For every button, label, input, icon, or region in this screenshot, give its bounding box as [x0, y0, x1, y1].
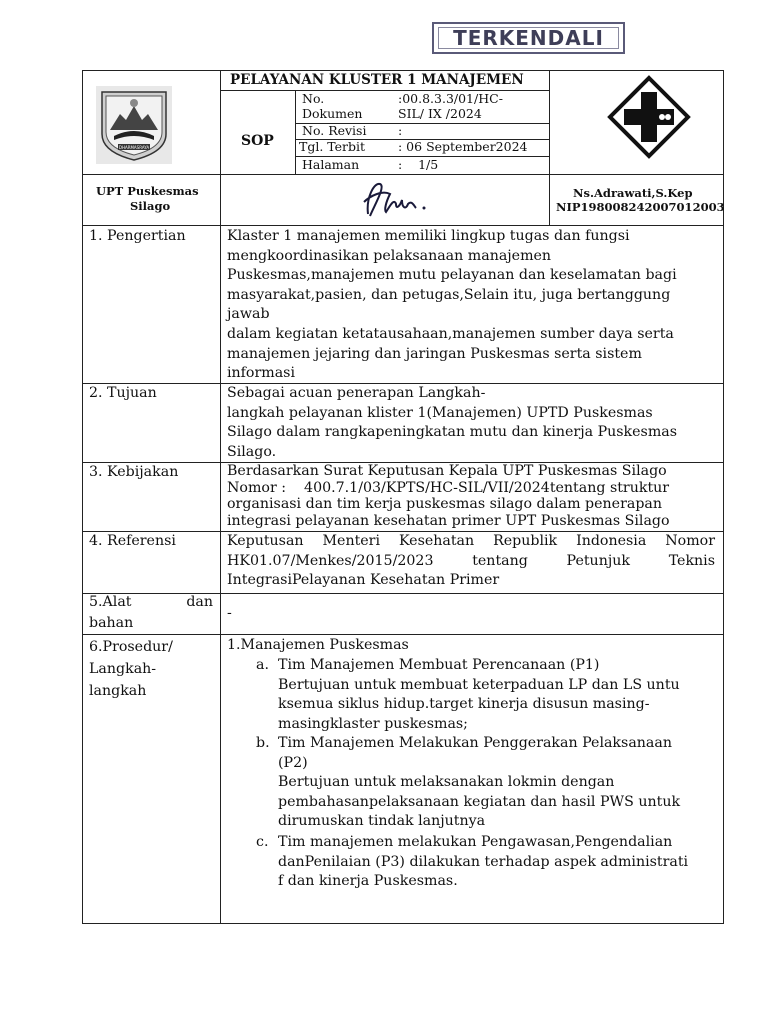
kebijakan-text [227, 463, 670, 529]
kebijakan-line: Nomor : 400.7.1/03/KPTS/HC-SIL/VII/2024tentang struktur [227, 479, 670, 496]
regency-logo [96, 86, 172, 164]
pengertian-text [227, 227, 677, 384]
signer-name: Ns.Adrawati,S.Kep [573, 186, 693, 200]
prosedur-item-b: Tim Manajemen Melakukan Penggerakan Pelaksanaan (P2) Bertujuan untuk melaksanakan lokmin dengan pembahasanpelaksanaan kegiatan dan hasil PWS untuk dirumuskan tindak lanjutnya [278, 735, 681, 830]
referensi-text [227, 532, 715, 591]
pengertian-line: informasi [227, 365, 295, 382]
puskesmas-emblem-icon [606, 74, 692, 160]
pengertian-line: masyarakat,pasien, dan petugas,Selain itu, juga bertanggung [227, 286, 671, 303]
tujuan-text [227, 384, 677, 462]
kebijakan-label: 3. Kebijakan [89, 464, 179, 480]
meta-value-revisi: : [398, 123, 403, 138]
meta-label-halaman: Halaman [302, 157, 360, 172]
pengertian-line: manajemen jejaring dan jaringan Puskesmas serta sistem [227, 345, 642, 362]
pengertian-line: Klaster 1 manajemen memiliki lingkup tugas dan fungsi [227, 228, 630, 244]
alat-value: - [227, 605, 232, 621]
referensi-line3: IntegrasiPelayanan Kesehatan Primer [227, 572, 500, 589]
prosedur-label: 6.Prosedur/ Langkah- langkah [89, 639, 173, 699]
tujuan-line: Sebagai acuan penerapan Langkah- [227, 385, 486, 401]
signature-scribble-icon [356, 176, 436, 224]
meta-label-dokumen-b: Dokumen [302, 106, 363, 121]
meta-label-dokumen-a: No. [302, 91, 325, 106]
sop-label: SOP [241, 133, 274, 149]
prosedur-item-c: Tim manajemen melakukan Pengawasan,Pengendalian danPenilaian (P3) dilakukan terhadap aspek administrati f dan kinerja Puskesmas. [278, 834, 689, 890]
meta-label-revisi: No. Revisi [302, 123, 367, 138]
prosedur-item-a: Tim Manajemen Membuat Perencanaan (P1) Bertujuan untuk membuat keterpaduan LP dan LS untu ksemua siklus hidup.target kinerja disusun masing- masingklaster puskesmas; [278, 657, 680, 732]
alat-label: 5.Alat dan bahan [89, 594, 213, 631]
pengertian-line: mengkoordinasikan pelaksanaan manajemen [227, 247, 552, 264]
prosedur-item-a-marker: a. [256, 657, 269, 673]
pengertian-line: Puskesmas,manajemen mutu pelayanan dan keselamatan bagi [227, 267, 677, 284]
kebijakan-line: integrasi pelayanan kesehatan primer UPT Puskesmas Silago [227, 512, 670, 529]
kebijakan-line: organisasi dan tim kerja puskesmas silago dalam penerapan [227, 496, 662, 512]
org-name-line1: UPT Puskesmas [96, 184, 199, 198]
pengertian-line: dalam kegiatan ketatausahaan,manajemen sumber daya serta [227, 325, 674, 342]
referensi-label: 4. Referensi [89, 533, 176, 549]
tujuan-line: Silago dalam rangkapeningkatan mutu dan kinerja Puskesmas [227, 424, 678, 441]
meta-value-dokumen-b: SIL/ IX /2024 [398, 106, 482, 121]
meta-value-terbit: : 06 September2024 [398, 139, 528, 154]
prosedur-heading: 1.Manajemen Puskesmas [227, 637, 409, 653]
prosedur-item-b-marker: b. [256, 735, 270, 751]
kebijakan-line: Berdasarkan Surat Keputusan Kepala UPT Puskesmas Silago [227, 463, 667, 479]
meta-label-terbit: Tgl. Terbit [299, 139, 366, 154]
pengertian-label: 1. Pengertian [89, 228, 186, 244]
referensi-line2: HK01.07/Menkes/2015/2023 tentang Petunjuk Teknis [227, 552, 715, 569]
document-title: PELAYANAN KLUSTER 1 MANAJEMEN [230, 72, 524, 88]
referensi-line1: Keputusan Menteri Kesehatan Republik Indonesia Nomor [227, 533, 715, 549]
tujuan-label: 2. Tujuan [89, 385, 157, 401]
tujuan-line: langkah pelayanan klister 1(Manajemen) UPTD Puskesmas [227, 404, 653, 421]
stamp-text: TERKENDALI [453, 26, 604, 50]
puskesmas-logo [606, 74, 692, 160]
signer-nip: NIP198008242007012003 [556, 200, 725, 214]
terkendali-stamp [432, 22, 625, 54]
svg-text:DHARMASRAYA: DHARMASRAYA [118, 145, 150, 150]
regency-emblem-icon [96, 86, 172, 164]
meta-value-halaman: : 1/5 [398, 157, 439, 172]
signature [356, 176, 436, 224]
org-name-line2: Silago [130, 199, 171, 213]
tujuan-line: Silago. [227, 443, 277, 460]
meta-value-dokumen-a: :00.8.3.3/01/HC- [398, 91, 503, 106]
prosedur-item-c-marker: c. [256, 834, 269, 850]
pengertian-line: jawab [227, 306, 270, 323]
